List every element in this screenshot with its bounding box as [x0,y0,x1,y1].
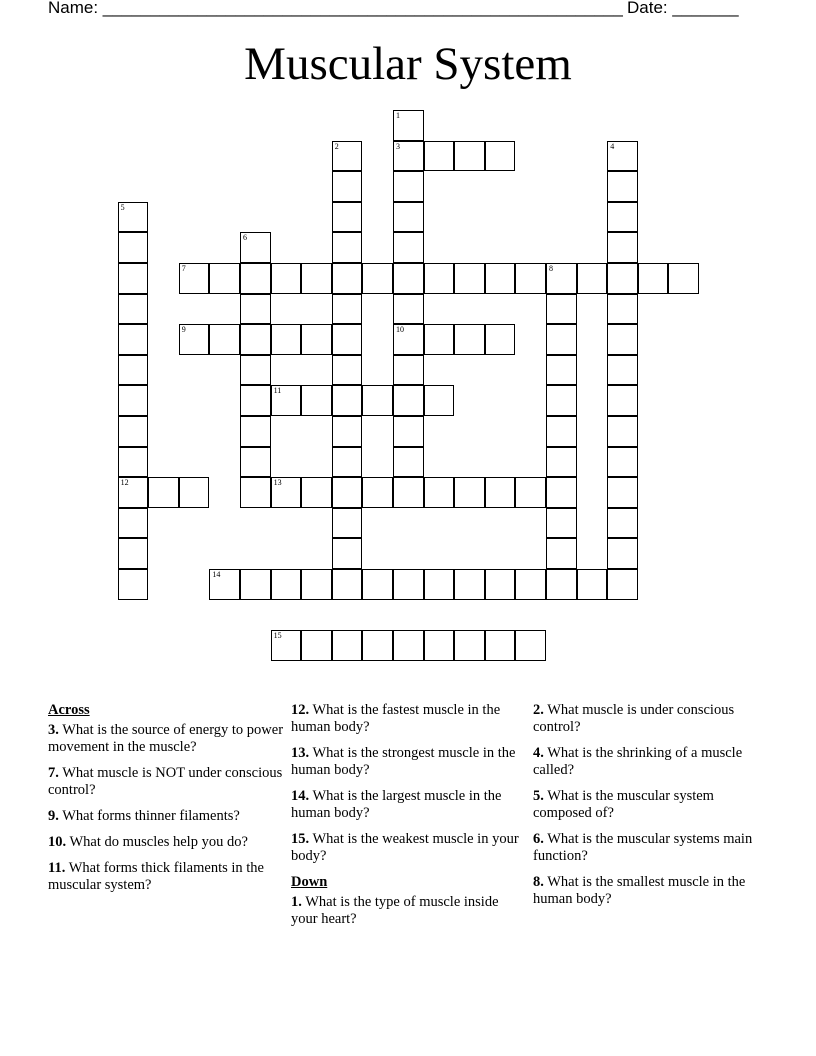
grid-cell[interactable] [607,538,638,569]
clue-text: What forms thinner filaments? [58,808,240,824]
cell-number: 2 [334,141,339,151]
grid-cell[interactable] [240,447,271,478]
clue-down-4 [533,745,769,779]
grid-cell[interactable] [607,202,638,233]
clue-across-7 [48,765,284,799]
grid-cell[interactable] [454,263,485,294]
grid-cell[interactable] [362,263,393,294]
clue-text: What is the fastest muscle in the human body? [291,702,501,735]
grid-cell[interactable] [485,477,516,508]
clue-across-10 [48,834,284,851]
grid-cell[interactable] [332,385,363,416]
grid-cell[interactable] [209,324,240,355]
grid-cell[interactable] [607,141,638,172]
date-field[interactable]: Date: _______ [627,0,739,17]
clue-number: 6. [533,831,544,847]
grid-cell[interactable] [577,569,608,600]
grid-cell[interactable] [118,477,149,508]
cell-number: 1 [396,111,400,120]
grid-cell[interactable] [607,171,638,202]
grid-cell[interactable] [546,569,577,600]
clue-across-13 [291,745,519,779]
grid-cell[interactable] [424,569,455,600]
grid-cell[interactable] [301,324,332,355]
grid-cell[interactable] [607,477,638,508]
grid-cell[interactable] [454,569,485,600]
grid-cell[interactable] [362,385,393,416]
grid-cell[interactable] [607,416,638,447]
grid-cell[interactable] [332,324,363,355]
grid-cell[interactable] [332,232,363,263]
grid-cell[interactable] [607,232,638,263]
clue-number: 11. [48,860,66,876]
clue-text: What is the type of muscle inside your heart? [291,894,499,927]
down-heading: Down [291,874,328,890]
clue-text: What is the muscular systems main function? [533,831,753,864]
clue-text: What is the smallest muscle in the human body? [533,874,746,907]
grid-cell[interactable] [393,355,424,386]
grid-cell[interactable] [179,324,210,355]
grid-cell[interactable] [515,477,546,508]
cell-number: 15 [273,631,282,641]
grid-cell[interactable] [454,477,485,508]
grid-cell[interactable] [393,202,424,233]
grid-cell[interactable] [179,477,210,508]
clue-text: What forms thick filaments in the muscular system? [48,860,264,893]
grid-cell[interactable] [393,447,424,478]
cell-number: 3 [396,141,400,151]
page-title: Muscular System [244,38,572,90]
grid-cell[interactable] [393,232,424,263]
grid-cell[interactable] [332,263,363,294]
grid-cell[interactable] [118,508,149,539]
clue-text: What is the source of energy to power movement in the muscle? [48,722,284,755]
clue-number: 5. [533,788,544,804]
grid-cell[interactable] [332,447,363,478]
clue-down-5 [533,788,769,822]
grid-cell[interactable] [240,294,271,325]
grid-cell[interactable] [362,477,393,508]
grid-cell[interactable] [301,477,332,508]
grid-cell[interactable] [301,385,332,416]
grid-cell[interactable] [118,416,149,447]
clue-number: 15. [291,831,310,847]
grid-cell[interactable] [607,385,638,416]
clue-text: What muscle is under conscious control? [533,702,735,735]
grid-cell[interactable] [607,447,638,478]
grid-cell[interactable] [577,263,608,294]
grid-cell[interactable] [332,630,363,661]
grid-cell[interactable] [362,630,393,661]
grid-cell[interactable] [454,324,485,355]
clue-column-3 [533,702,769,917]
clue-across-12 [291,702,519,736]
clue-down-1 [291,894,519,928]
clue-number: 1. [291,894,302,910]
cell-number: 5 [120,202,125,212]
clue-down-2 [533,702,769,736]
grid-cell[interactable] [546,355,577,386]
clue-number: 3. [48,722,59,738]
clue-text: What is the shrinking of a muscle called? [533,745,743,778]
grid-cell[interactable] [607,569,638,600]
grid-cell[interactable] [240,355,271,386]
clue-column-1 [48,702,284,903]
cell-number: 6 [243,233,247,243]
grid-cell[interactable] [454,141,485,172]
grid-cell[interactable] [332,538,363,569]
grid-cell[interactable] [607,324,638,355]
grid-cell[interactable] [179,263,210,294]
grid-cell[interactable] [240,232,271,263]
grid-cell[interactable] [668,263,699,294]
clue-text: What is the muscular system composed of? [533,788,714,821]
grid-cell[interactable] [393,385,424,416]
clue-text: What is the weakest muscle in your body? [291,831,519,864]
grid-cell[interactable] [393,324,424,355]
clue-number: 7. [48,765,59,781]
clue-text: What do muscles help you do? [66,834,248,850]
clue-text: What is the largest muscle in the human body? [291,788,502,821]
name-field[interactable]: Name: _______________________________________________________ [48,0,623,17]
grid-cell[interactable] [362,569,393,600]
grid-cell[interactable] [118,385,149,416]
grid-cell[interactable] [393,171,424,202]
cell-number: 13 [273,478,282,488]
grid-cell[interactable] [485,324,516,355]
grid-cell[interactable] [118,324,149,355]
grid-cell[interactable] [271,477,302,508]
clue-across-9 [48,808,284,825]
clue-number: 4. [533,745,544,761]
grid-cell[interactable] [546,385,577,416]
grid-cell[interactable] [301,569,332,600]
clue-column-2 [291,702,519,937]
grid-cell[interactable] [332,171,363,202]
clue-number: 12. [291,702,310,718]
grid-cell[interactable] [454,630,485,661]
grid-cell[interactable] [332,202,363,233]
grid-cell[interactable] [485,263,516,294]
grid-cell[interactable] [393,630,424,661]
grid-cell[interactable] [118,447,149,478]
grid-cell[interactable] [485,569,516,600]
grid-cell[interactable] [393,477,424,508]
grid-cell[interactable] [118,202,149,233]
grid-cell[interactable] [546,416,577,447]
grid-cell[interactable] [546,294,577,325]
clue-across-3 [48,722,284,756]
cell-number: 12 [120,478,129,488]
grid-cell[interactable] [546,538,577,569]
grid-cell[interactable] [607,263,638,294]
clue-number: 8. [533,874,544,890]
grid-cell[interactable] [393,569,424,600]
grid-cell[interactable] [332,355,363,386]
grid-cell[interactable] [240,263,271,294]
clue-text: What is the strongest muscle in the human body? [291,745,516,778]
grid-cell[interactable] [209,569,240,600]
cell-number: 10 [396,325,404,335]
grid-cell[interactable] [393,141,424,172]
grid-cell[interactable] [546,447,577,478]
grid-cell[interactable] [485,141,516,172]
clue-across-15 [291,831,519,865]
grid-cell[interactable] [546,477,577,508]
cell-number: 7 [181,264,186,273]
grid-cell[interactable] [485,630,516,661]
grid-cell[interactable] [301,630,332,661]
grid-cell[interactable] [424,263,455,294]
grid-cell[interactable] [118,232,149,263]
grid-cell[interactable] [240,385,271,416]
grid-cell[interactable] [271,324,302,355]
cell-number: 11 [273,386,282,396]
grid-cell[interactable] [607,294,638,325]
grid-cell[interactable] [393,294,424,325]
across-heading: Across [48,702,90,718]
grid-cell[interactable] [393,110,424,141]
grid-cell[interactable] [240,324,271,355]
grid-cell[interactable] [393,263,424,294]
clue-down-6 [533,831,769,865]
cell-number: 8 [549,264,553,273]
grid-cell[interactable] [332,141,363,172]
grid-cell[interactable] [118,569,149,600]
grid-cell[interactable] [332,477,363,508]
grid-cell[interactable] [271,630,302,661]
clue-number: 9. [48,808,59,824]
clue-number: 14. [291,788,310,804]
grid-cell[interactable] [424,477,455,508]
clue-across-11 [48,860,284,894]
grid-cell[interactable] [148,477,179,508]
grid-cell[interactable] [209,263,240,294]
grid-cell[interactable] [271,385,302,416]
grid-cell[interactable] [118,355,149,386]
grid-cell[interactable] [332,416,363,447]
grid-cell[interactable] [118,263,149,294]
grid-cell[interactable] [301,263,332,294]
grid-cell[interactable] [546,263,577,294]
grid-cell[interactable] [332,569,363,600]
grid-cell[interactable] [271,263,302,294]
grid-cell[interactable] [118,294,149,325]
grid-cell[interactable] [240,569,271,600]
grid-cell[interactable] [515,263,546,294]
cell-number: 14 [212,570,221,579]
cell-number: 9 [181,325,186,335]
grid-cell[interactable] [546,324,577,355]
grid-cell[interactable] [607,355,638,386]
grid-cell[interactable] [515,569,546,600]
clue-number: 13. [291,745,310,761]
grid-cell[interactable] [332,294,363,325]
grid-cell[interactable] [546,508,577,539]
clue-across-14 [291,788,519,822]
grid-cell[interactable] [240,477,271,508]
clue-down-8 [533,874,769,908]
cell-number: 4 [610,141,615,151]
grid-cell[interactable] [332,508,363,539]
grid-cell[interactable] [393,416,424,447]
grid-cell[interactable] [424,324,455,355]
grid-cell[interactable] [271,569,302,600]
clue-number: 2. [533,702,544,718]
grid-cell[interactable] [515,630,546,661]
grid-cell[interactable] [240,416,271,447]
grid-cell[interactable] [424,141,455,172]
grid-cell[interactable] [638,263,669,294]
grid-cell[interactable] [118,538,149,569]
grid-cell[interactable] [607,508,638,539]
grid-cell[interactable] [424,385,455,416]
grid-cell[interactable] [424,630,455,661]
clue-number: 10. [48,834,67,850]
clue-text: What muscle is NOT under conscious control? [48,765,283,798]
